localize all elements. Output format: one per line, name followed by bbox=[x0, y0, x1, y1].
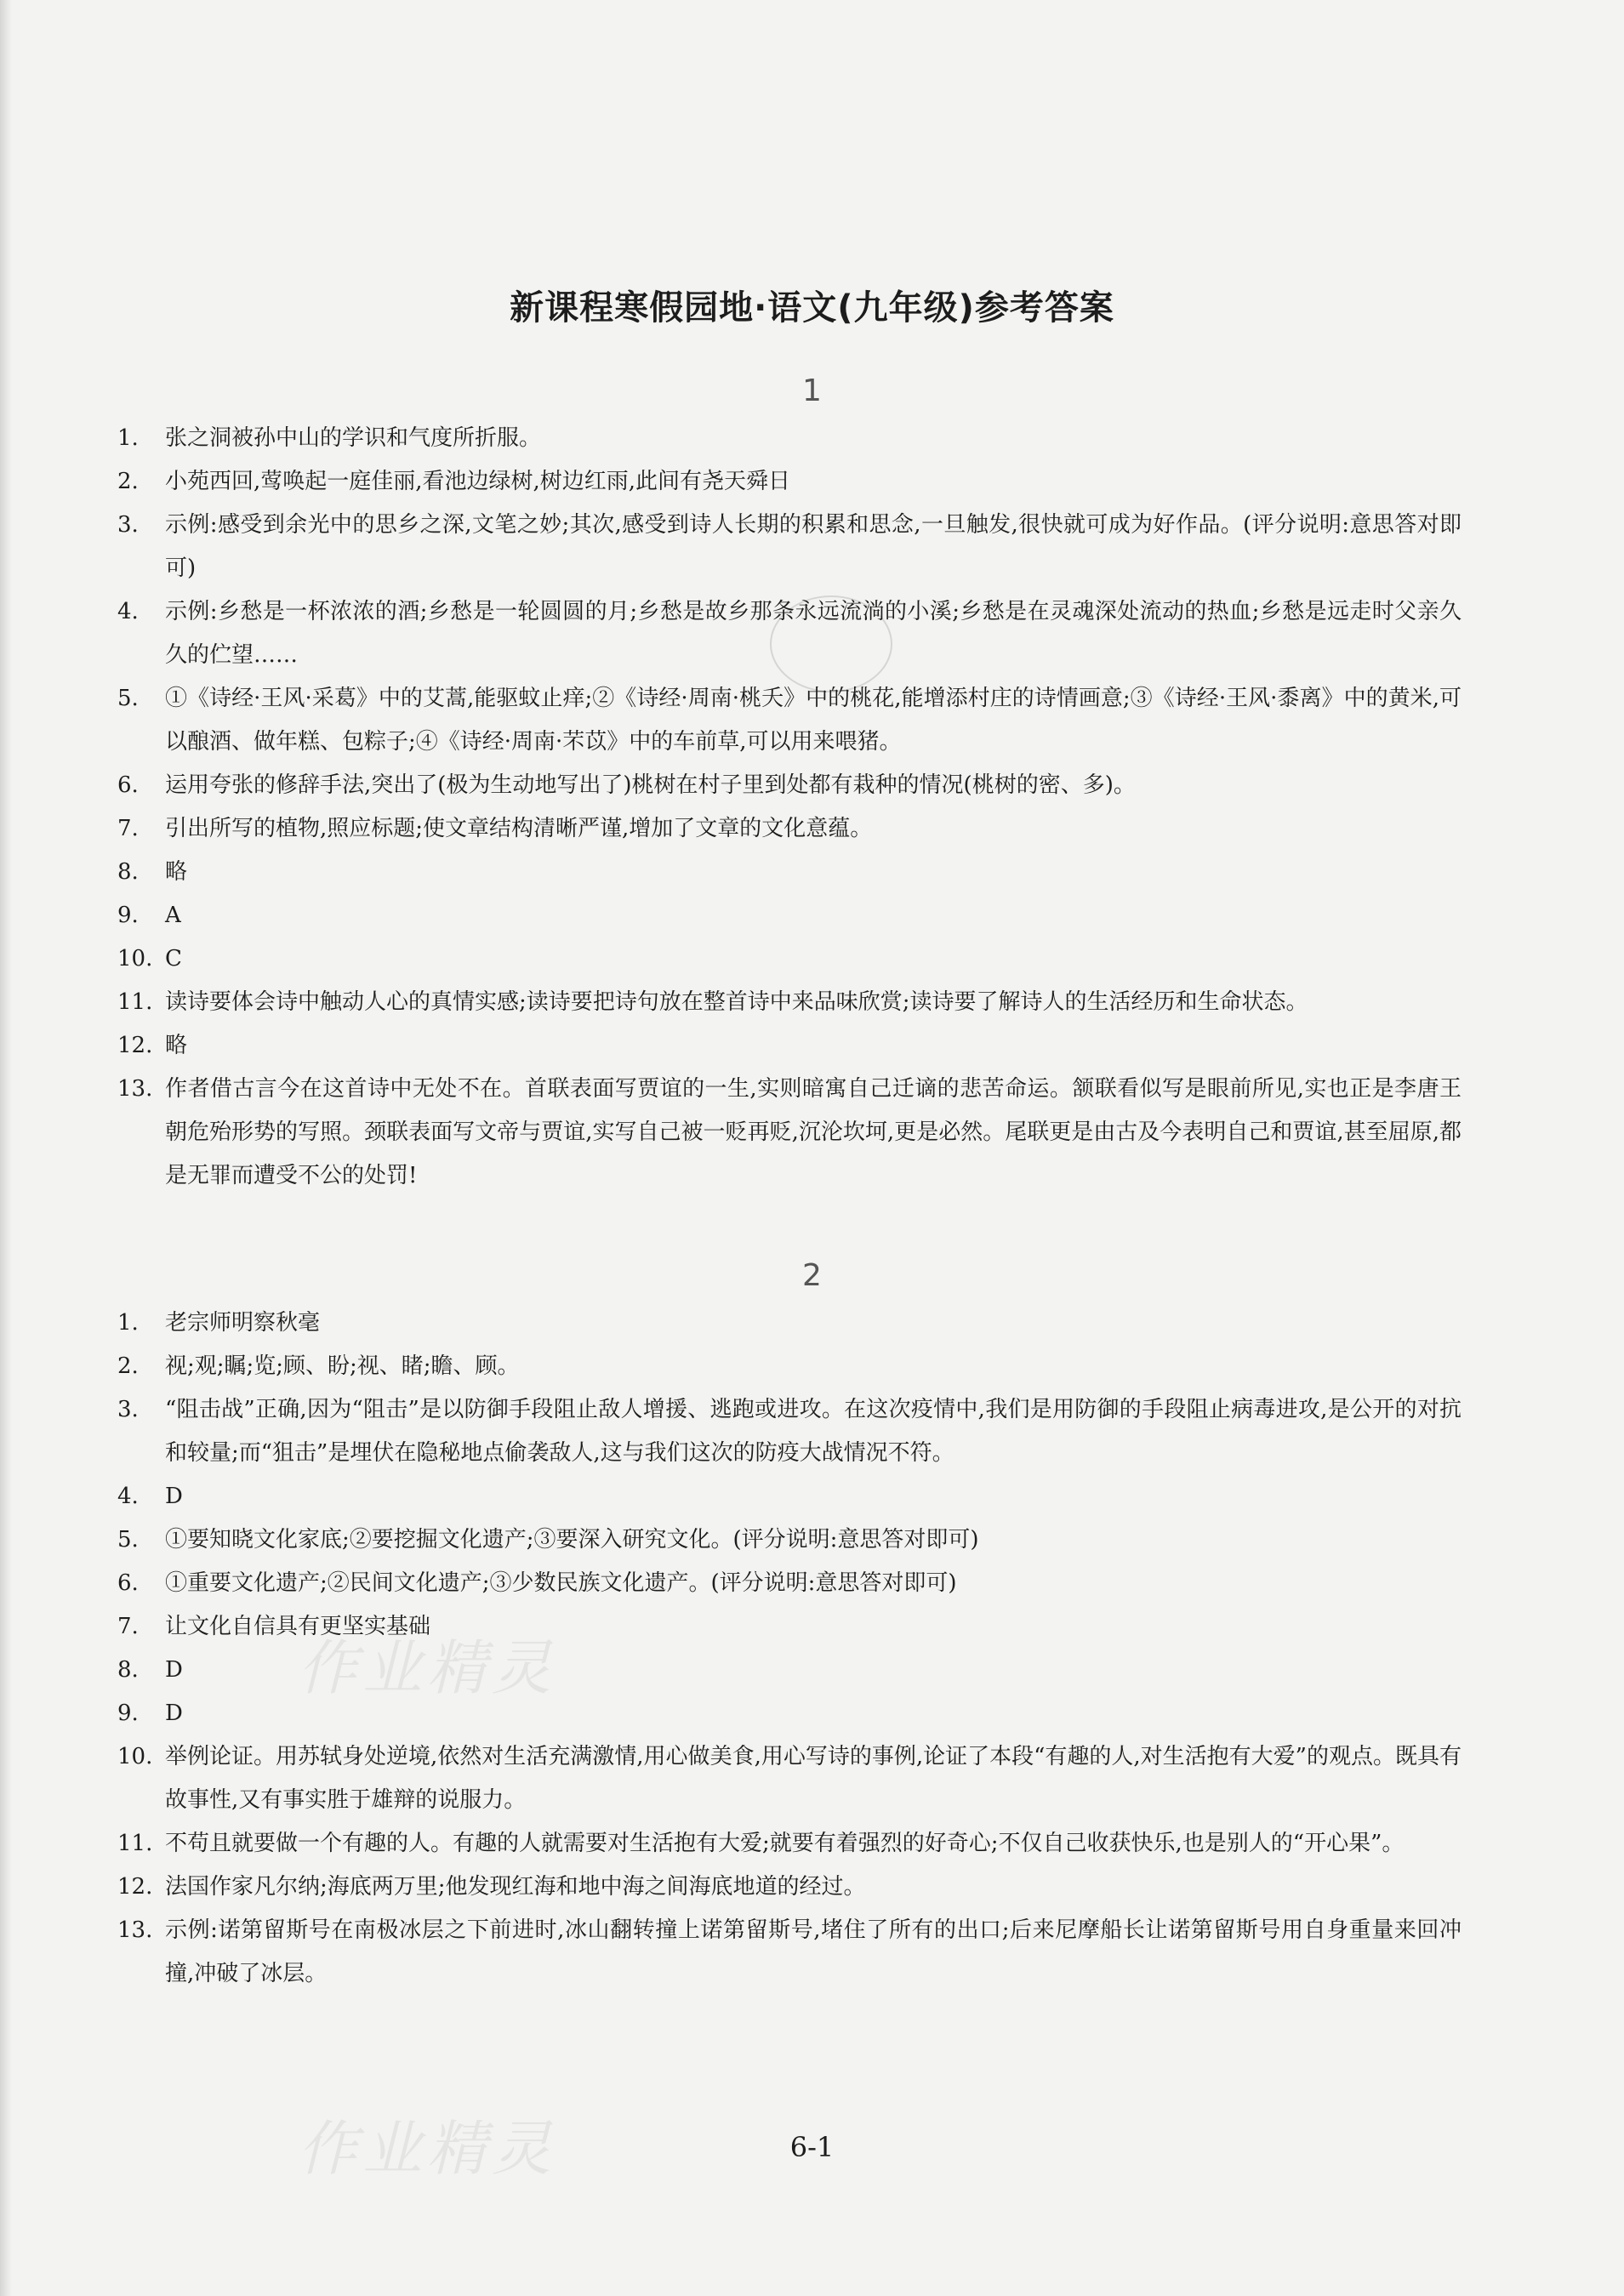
answer-number: 2. bbox=[117, 469, 139, 494]
answer-text: D bbox=[165, 1484, 183, 1509]
answer-item bbox=[117, 1822, 1462, 1866]
answer-item bbox=[117, 1518, 1462, 1562]
answer-number: 10. bbox=[117, 1744, 153, 1769]
stamp-seal bbox=[770, 595, 892, 692]
answer-text: 略 bbox=[165, 1033, 188, 1058]
answer-number: 13. bbox=[117, 1917, 153, 1943]
answer-item bbox=[117, 1475, 1462, 1518]
answer-item bbox=[117, 981, 1462, 1024]
answer-text: 作者借古言今在这首诗中无处不在。首联表面写贾谊的一生,实则暗寓自己迁谪的悲苦命运。颔联看似写是眼前所见,实也正是李唐王朝危殆形势的写照。颈联表面写文帝与贾谊,实写自己被一贬再贬,沉沦坎坷,更是必然。尾联更是由古及今表明自己和贾谊,甚至屈原,都是无罪而遭受不公的处罚! bbox=[165, 1076, 1462, 1188]
page-number: 6-1 bbox=[789, 2131, 835, 2163]
answer-item bbox=[117, 1024, 1462, 1068]
answer-text: 老宗师明察秋毫 bbox=[165, 1310, 321, 1336]
answer-text: 引出所写的植物,照应标题;使文章结构清晰严谨,增加了文章的文化意蕴。 bbox=[165, 816, 873, 841]
answer-text: 示例:乡愁是一杯浓浓的酒;乡愁是一轮圆圆的月;乡愁是故乡那条永远流淌的小溪;乡愁是在灵魂深处流动的热血;乡愁是远走时父亲久久的伫望…… bbox=[165, 599, 1462, 668]
answer-text: 张之洞被孙中山的学识和气度所折服。 bbox=[165, 425, 542, 451]
answer-text: ①重要文化遗产;②民间文化遗产;③少数民族文化遗产。(评分说明:意思答对即可) bbox=[165, 1570, 957, 1596]
answer-number: 9. bbox=[117, 1701, 139, 1726]
answer-item bbox=[117, 1345, 1462, 1388]
answer-number: 11. bbox=[117, 1831, 153, 1856]
answer-text: ①《诗经·王风·采葛》中的艾蒿,能驱蚊止痒;②《诗经·周南·桃夭》中的桃花,能增添村庄的诗情画意;③《诗经·王风·黍离》中的黄米,可以酿酒、做年糕、包粽子;④《诗经·周南·芣苡》中的车前草,可以用来喂猪。 bbox=[165, 686, 1462, 755]
answer-text: D bbox=[165, 1657, 183, 1683]
answer-number: 8. bbox=[117, 1657, 139, 1683]
answer-text: 小苑西回,莺唤起一庭佳丽,看池边绿树,树边红雨,此间有尧天舜日 bbox=[165, 469, 791, 494]
answer-item bbox=[117, 460, 1462, 504]
answer-item bbox=[117, 807, 1462, 851]
answer-number: 6. bbox=[117, 1570, 139, 1596]
answer-text: 读诗要体会诗中触动人心的真情实感;读诗要把诗句放在整首诗中来品味欣赏;读诗要了解诗人的生活经历和生命状态。 bbox=[165, 989, 1308, 1015]
answer-text: 让文化自信具有更坚实基础 bbox=[165, 1614, 431, 1639]
answer-number: 3. bbox=[117, 512, 139, 538]
answer-item bbox=[117, 1068, 1462, 1198]
answer-text: 略 bbox=[165, 859, 188, 885]
answer-number: 2. bbox=[117, 1353, 139, 1379]
answer-text: D bbox=[165, 1701, 183, 1726]
answer-item bbox=[117, 764, 1462, 807]
answer-text: A bbox=[165, 903, 181, 928]
answer-number: 10. bbox=[117, 946, 153, 971]
answer-item bbox=[117, 504, 1462, 590]
answer-item bbox=[117, 1388, 1462, 1475]
answer-item bbox=[117, 851, 1462, 894]
page-left-edge bbox=[0, 0, 12, 2296]
answer-text: 法国作家凡尔纳;海底两万里;他发现红海和地中海之间海底地道的经过。 bbox=[165, 1874, 866, 1900]
answer-number: 6. bbox=[117, 772, 139, 798]
answer-number: 7. bbox=[117, 816, 139, 841]
answer-number: 12. bbox=[117, 1874, 153, 1900]
answer-text: ①要知晓文化家底;②要挖掘文化遗产;③要深入研究文化。(评分说明:意思答对即可) bbox=[165, 1527, 979, 1553]
answer-text: “阻击战”正确,因为“阻击”是以防御手段阻止敌人增援、逃跑或进攻。在这次疫情中,我们是用防御的手段阻止病毒进攻,是公开的对抗和较量;而“狙击”是埋伏在隐秘地点偷袭敌人,这与我们这次的防疫大战情况不符。 bbox=[165, 1397, 1462, 1466]
answer-text: 不苟且就要做一个有趣的人。有趣的人就需要对生活抱有大爱;就要有着强烈的好奇心;不仅自己收获快乐,也是别人的“开心果”。 bbox=[165, 1831, 1405, 1856]
answer-item bbox=[117, 937, 1462, 981]
section-number: 1 bbox=[802, 373, 822, 408]
answer-item bbox=[117, 894, 1462, 937]
answer-item bbox=[117, 1562, 1462, 1605]
answer-number: 11. bbox=[117, 989, 153, 1015]
answer-text: 运用夸张的修辞手法,突出了(极为生动地写出了)桃树在村子里到处都有栽种的情况(桃树的密、多)。 bbox=[165, 772, 1136, 798]
answer-text: 示例:感受到余光中的思乡之深,文笔之妙;其次,感受到诗人长期的积累和思念,一旦触发,很快就可成为好作品。(评分说明:意思答对即可) bbox=[165, 512, 1462, 581]
answer-item bbox=[117, 1909, 1462, 1996]
answer-number: 12. bbox=[117, 1033, 153, 1058]
answer-number: 7. bbox=[117, 1614, 139, 1639]
answer-number: 5. bbox=[117, 686, 139, 711]
answer-item bbox=[117, 417, 1462, 460]
answer-text: 示例:诺第留斯号在南极冰层之下前进时,冰山翻转撞上诺第留斯号,堵住了所有的出口;后来尼摩船长让诺第留斯号用自身重量来回冲撞,冲破了冰层。 bbox=[165, 1917, 1462, 1986]
answer-number: 4. bbox=[117, 1484, 139, 1509]
answer-item bbox=[117, 1735, 1462, 1822]
answer-number: 13. bbox=[117, 1076, 153, 1102]
watermark: 作业精灵 bbox=[298, 1633, 556, 1703]
answer-item bbox=[117, 1302, 1462, 1345]
answer-number: 5. bbox=[117, 1527, 139, 1553]
document-title: 新课程寒假园地·语文(九年级)参考答案 bbox=[510, 288, 1114, 328]
answer-text: 举例论证。用苏轼身处逆境,依然对生活充满激情,用心做美食,用心写诗的事例,论证了本段“有趣的人,对生活抱有大爱”的观点。既具有故事性,又有事实胜于雄辩的说服力。 bbox=[165, 1744, 1462, 1813]
answer-list bbox=[117, 417, 1462, 1198]
answer-number: 1. bbox=[117, 425, 139, 451]
answer-item bbox=[117, 677, 1462, 764]
watermark: 作业精灵 bbox=[298, 2114, 556, 2184]
answer-number: 4. bbox=[117, 599, 139, 624]
answer-number: 8. bbox=[117, 859, 139, 885]
section-number: 2 bbox=[802, 1258, 822, 1293]
answer-number: 9. bbox=[117, 903, 139, 928]
answer-text: C bbox=[165, 946, 182, 971]
answer-section-1 bbox=[117, 366, 1462, 1198]
answer-number: 1. bbox=[117, 1310, 139, 1336]
answer-item bbox=[117, 1866, 1462, 1909]
answer-text: 视;观;瞩;览;顾、盼;视、睹;瞻、顾。 bbox=[165, 1353, 520, 1379]
answer-number: 3. bbox=[117, 1397, 139, 1422]
